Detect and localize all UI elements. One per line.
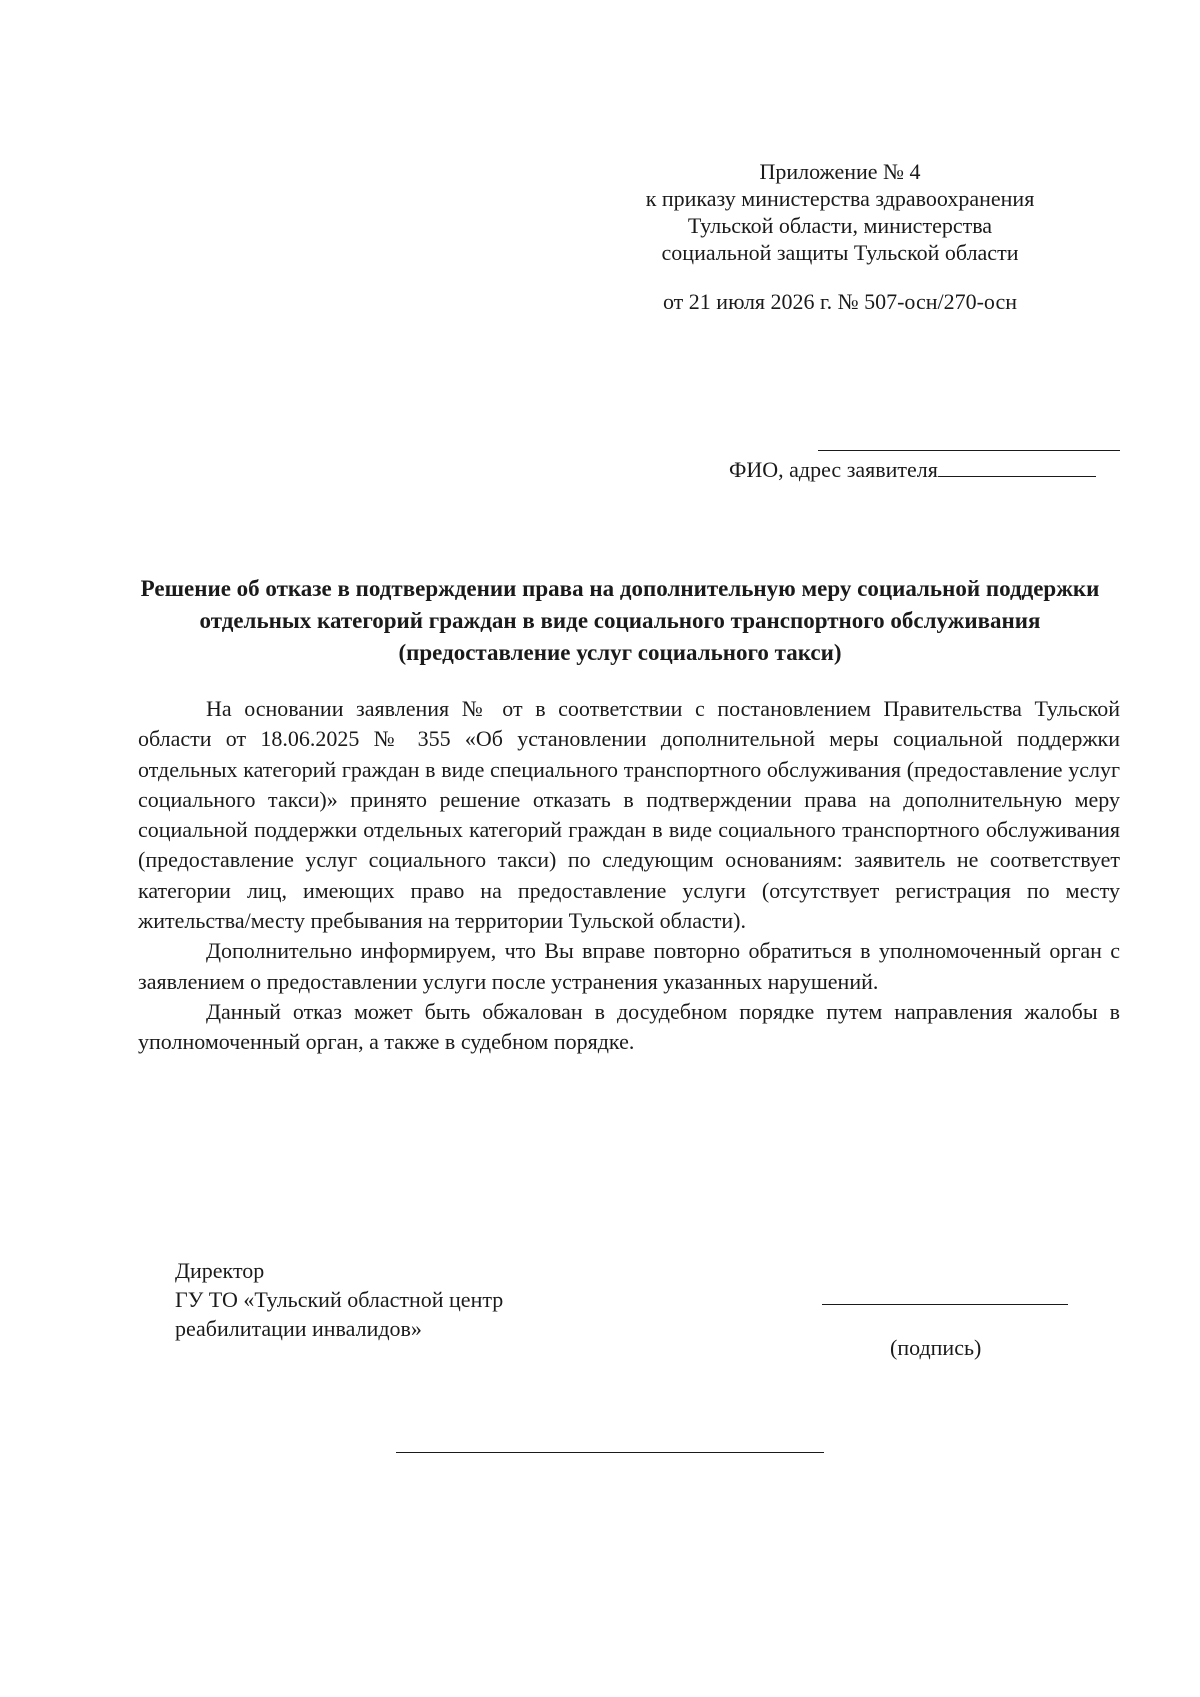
- bottom-blank-line: [396, 1452, 824, 1453]
- signatory-block: [175, 1256, 503, 1343]
- applicant-blank-line: [818, 450, 1120, 451]
- signatory-position: Директор: [175, 1258, 265, 1283]
- signature-caption: (подпись): [890, 1335, 982, 1360]
- applicant-field: [729, 456, 1096, 483]
- signature-line: [822, 1304, 1068, 1305]
- body-paragraph-3: Данный отказ может быть обжалован в досудебном порядке путем направления жалобы в уполномоченный орган, а также в судебном порядке.: [138, 998, 1120, 1055]
- body-paragraph-1: На основании заявления № от в соответствии с постановлением Правительства Тульской области от 18.06.2025 № 355 «Об установлении дополнительной меры социальной поддержки отдельных категорий граждан в виде специального транспортного обслуживания (предоставление услуг социального такси)» принято решение отказать в подтверждении права на дополнительную меру социальной поддержки отдельных категорий граждан в виде социального транспортного обслуживания (предоставление услуг социального такси) по следующим основаниям: заявитель не соответствует категории лиц, имеющих право на предоставление услуги (отсутствует регистрация по месту жительства/месту пребывания на территории Тульской области).: [138, 696, 1120, 934]
- appendix-number: Приложение № 4: [759, 159, 921, 184]
- applicant-blank: [938, 456, 1096, 477]
- body-paragraph-2: Дополнительно информируем, что Вы вправе повторно обратиться в уполномоченный орган с заявлением о предоставлении услуги после устранения указанных нарушений.: [138, 938, 1120, 994]
- appendix-ministry-social: социальной защиты Тульской области: [661, 240, 1019, 265]
- appendix-order-ref: к приказу министерства здравоохранения: [645, 186, 1035, 211]
- appendix-header: [590, 158, 1090, 315]
- applicant-label: ФИО, адрес заявителя: [729, 457, 938, 482]
- appendix-date: от 21 июля 2026 г. № 507-осн/270-осн: [662, 289, 1018, 314]
- document-title: Решение об отказе в подтверждении права на дополнительную меру социальной поддержки отдельных категорий граждан в виде социального транспортного обслуживания (предоставление услуг социального такси): [140, 576, 1100, 665]
- appendix-ministry: Тульской области, министерства: [687, 213, 993, 238]
- signatory-org-line-2: реабилитации инвалидов»: [175, 1316, 422, 1341]
- document-body: [138, 694, 1120, 1058]
- signatory-org-line-1: ГУ ТО «Тульский областной центр: [175, 1287, 504, 1312]
